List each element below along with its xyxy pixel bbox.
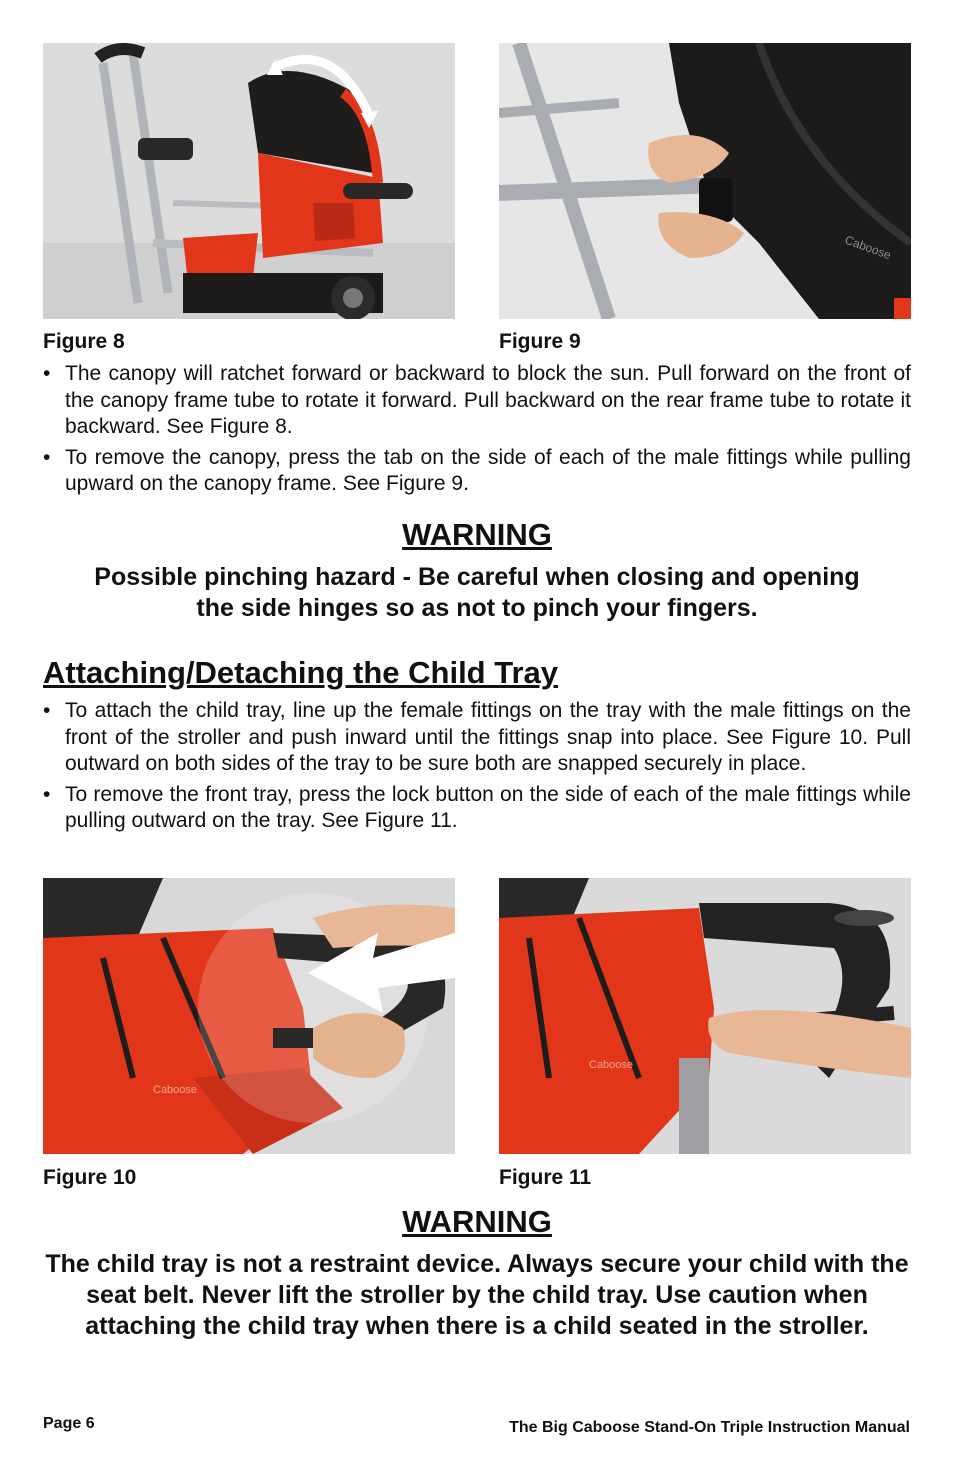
manual-title: The Big Caboose Stand-On Triple Instruction Manual	[509, 1419, 910, 1436]
warning-body: The child tray is not a restraint device. Always secure your child with the seat belt. Never lift the stroller by the child tray. Use caution when attaching the child tray when there is a child seated in the stroller.	[45, 1250, 909, 1340]
tray-instructions-list	[43, 698, 911, 839]
list-item: • The canopy will ratchet forward or backward to block the sun. Pull forward on the front of the canopy frame tube to rotate it forward. Pull backward on the rear frame tube to rotate it backward. See Figure 8.	[43, 361, 911, 441]
warning-title: WARNING	[402, 1204, 552, 1239]
figure-11-photo	[499, 878, 911, 1154]
figure-9-caption: Figure 9	[499, 330, 581, 353]
figure-11-caption: Figure 11	[499, 1166, 592, 1189]
figure-8-photo	[43, 43, 455, 319]
figure-9-photo	[499, 43, 911, 319]
list-item: • To attach the child tray, line up the female fittings on the tray with the male fittings on the front of the stroller and push inward until the fittings snap into place. See Figure 10. Pull outward on both sides of the tray to be sure both are snapped securely in place.	[43, 698, 911, 778]
page-number: Page 6	[43, 1415, 95, 1432]
svg-text:Caboose: Caboose	[153, 1084, 198, 1096]
figure-10-photo	[43, 878, 455, 1154]
canopy-instructions-list	[43, 361, 911, 502]
figure-8-caption: Figure 8	[43, 330, 125, 353]
svg-text:Caboose: Caboose	[589, 1059, 634, 1071]
section-title: Attaching/Detaching the Child Tray	[43, 655, 558, 690]
list-item: • To remove the front tray, press the lock button on the side of each of the male fittings while pulling outward on the tray. See Figure 11.	[43, 782, 911, 835]
warning-body: Possible pinching hazard - Be careful when closing and opening the side hinges so as not to pinch your fingers.	[94, 563, 860, 622]
list-item: • To remove the canopy, press the tab on the side of each of the male fittings while pulling upward on the canopy frame. See Figure 9.	[43, 445, 911, 498]
figure-10-caption: Figure 10	[43, 1166, 137, 1189]
warning-title: WARNING	[402, 517, 552, 552]
svg-text:Caboose: Caboose	[842, 232, 893, 263]
